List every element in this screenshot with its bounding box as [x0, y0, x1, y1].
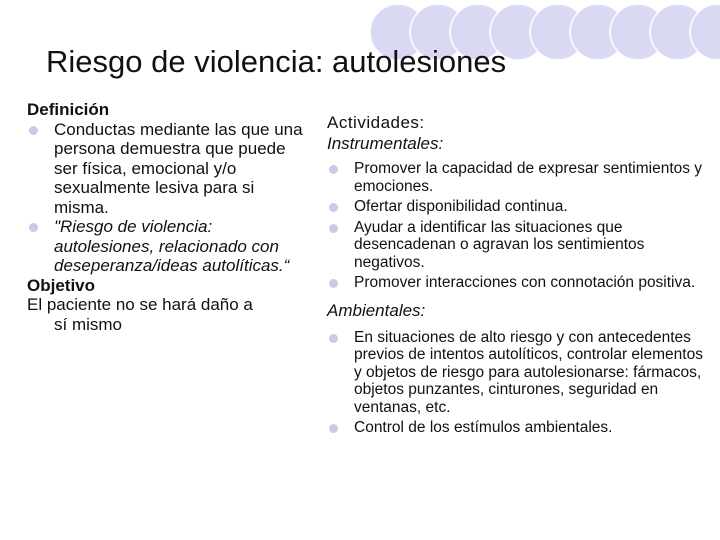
instrumentales-list	[327, 160, 707, 292]
definicion-text: Conductas mediante las que una persona demuestra que puede ser física, emocional y/o sexualmente lesiva para si misma.	[54, 119, 303, 217]
list-item	[327, 198, 707, 216]
list-item	[27, 217, 312, 276]
definicion-heading: Definición	[27, 100, 110, 119]
list-item	[327, 219, 707, 272]
bullet-icon	[329, 334, 338, 343]
list-item	[27, 120, 312, 218]
list-item-text: Ofertar disponibilidad continua.	[354, 198, 568, 215]
bullet-icon	[329, 203, 338, 212]
list-item-text: Promover interacciones con connotación positiva.	[354, 274, 696, 291]
left-column	[27, 100, 312, 334]
bullet-icon	[29, 223, 38, 232]
list-item-text: Control de los estímulos ambientales.	[354, 419, 613, 436]
bullet-icon	[329, 224, 338, 233]
right-column	[327, 112, 707, 437]
bullet-icon	[29, 126, 38, 135]
slide-title: Riesgo de violencia: autolesiones	[46, 44, 507, 79]
objetivo-line-2: sí mismo	[54, 314, 122, 334]
ambientales-heading: Ambientales:	[327, 300, 426, 320]
list-item	[327, 274, 707, 292]
list-item-text: Ayudar a identificar las situaciones que desencadenan o agravan los sentimientos negativos.	[354, 218, 645, 271]
list-item	[327, 419, 707, 437]
bullet-icon	[329, 424, 338, 433]
bullet-icon	[329, 279, 338, 288]
objetivo-text	[27, 295, 312, 334]
bullet-icon	[329, 165, 338, 174]
instrumentales-heading: Instrumentales:	[327, 134, 444, 153]
list-item-text: Promover la capacidad de expresar sentimientos y emociones.	[354, 160, 703, 195]
objetivo-heading: Objetivo	[27, 275, 96, 295]
list-item	[327, 329, 707, 417]
definicion-list	[27, 120, 312, 276]
actividades-heading: Actividades:	[327, 113, 425, 132]
list-item-text: En situaciones de alto riesgo y con antecedentes previos de intentos autolíticos, controlar elementos y objetos de riesgo para autolesionarse: fármacos, objetos punzantes, cinturones, seguridad en ventanas, etc.	[354, 328, 703, 416]
list-item	[327, 160, 707, 195]
diagnosis-text: "Riesgo de violencia: autolesiones, relacionado con deseperanza/ideas autolíticas.“	[54, 217, 290, 275]
ambientales-list	[327, 329, 707, 437]
objetivo-line-1: El paciente no se hará daño a	[27, 295, 253, 314]
